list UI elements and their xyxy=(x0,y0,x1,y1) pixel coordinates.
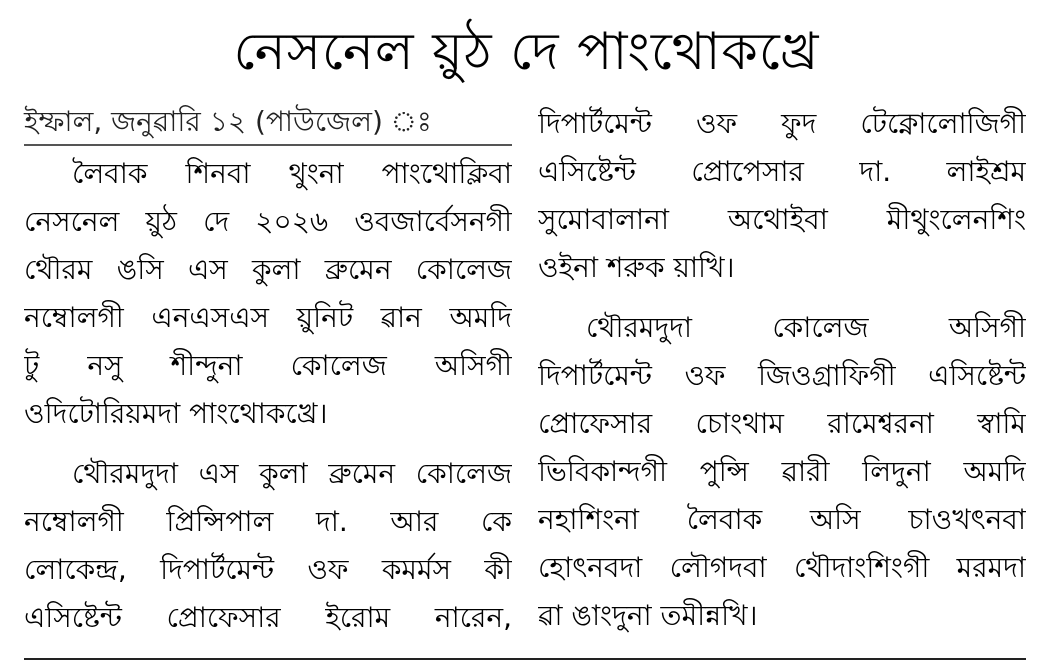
text-line: দিপার্টমেন্ট ওফ জিওগ্রাফিগী এসিষ্টেন্ট xyxy=(538,359,1026,392)
text-line: ৱা ঙাংদুনা তমীন্নখি। xyxy=(538,599,758,632)
text-line: থৌরমদুদা এস কুলা ব্রুমেন কোলেজ xyxy=(72,457,512,490)
text-line: এসিষ্টেন্ট প্রোপেসার দা. লাইশ্রম xyxy=(538,155,1026,188)
text-line: ভিবিকান্দগী পুন্সি ৱারী লিদুনা অমদি xyxy=(538,455,1026,488)
text-line: সুমোবালানা অথোইবা মীথুংলেনশিং xyxy=(538,203,1026,236)
text-line: এসিষ্টেন্ট প্রোফেসার ইরোম নারেন, xyxy=(24,601,512,634)
text-line: থৌরম ঙসি এস কুলা ব্রুমেন কোলেজ xyxy=(24,253,512,286)
text-line: নেসনেল য়ুঠ দে ২০২৬ ওবজার্বেসনগী xyxy=(24,205,512,238)
bottom-divider xyxy=(24,658,1026,660)
text-line: লৈবাক শিনবা থুংনা পাংথোক্লিবা xyxy=(72,157,512,190)
column-left xyxy=(24,100,512,642)
dateline: ইম্ফাল, জনুৱারি ১২ (পাউজেল) ঃ xyxy=(24,100,512,146)
text-line: প্রোফেসার চোংথাম রামেশ্বরনা স্বামি xyxy=(538,407,1026,440)
text-line: দিপার্টমেন্ট ওফ ফুদ টেক্নোলোজিগী xyxy=(538,107,1026,140)
text-line: নম্বোলগী প্রিন্সিপাল দা. আর কে xyxy=(24,505,512,538)
headline: নেসনেল য়ুঠ দে পাংথোকখ্রে xyxy=(233,22,820,82)
text-line: হোৎনবদা লৌগদবা থৌদাংশিংগী মরমদা xyxy=(538,551,1026,584)
text-line: থৌরমদুদা কোলেজ অসিগী xyxy=(586,311,1026,344)
text-line: ওদিটোরিয়মদা পাংথোকখ্রে। xyxy=(24,397,328,430)
text-line: নহাশিংনা লৈবাক অসি চাওখৎনবা xyxy=(538,503,1026,536)
column-right xyxy=(538,100,1026,640)
text-line: লোকেন্দ্র, দিপার্টমেন্ট ওফ কমর্মস কী xyxy=(24,553,512,586)
text-line: নম্বোলগী এনএসএস য়ুনিট ৱান অমদি xyxy=(24,301,512,334)
text-line: ওইনা শরুক য়াখি। xyxy=(538,251,735,284)
text-line: টু নসু শীন্দুনা কোলেজ অসিগী xyxy=(24,349,512,382)
